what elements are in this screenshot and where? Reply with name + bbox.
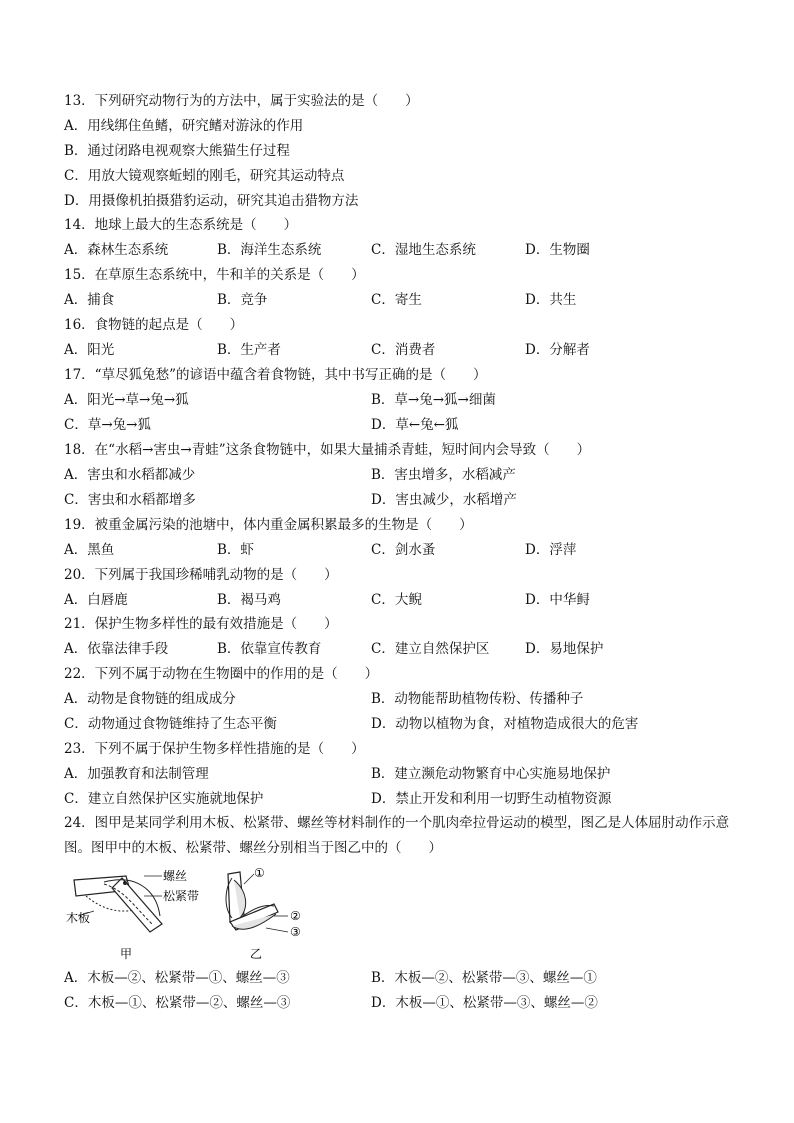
question-24-stem: 24．图甲是某同学利用木板、松紧带、螺丝等材料制作的一个肌肉牵拉骨运动的模型，图乙是人体屈肘动作示意图。图甲中的木板、松紧带、螺丝分别相当于图乙中的（ ） xyxy=(64,815,730,856)
question-22-option-c: C．动物通过食物链维持了生态平衡 xyxy=(64,716,277,732)
question-23-option-d: D．禁止开发和利用一切野生动植物资源 xyxy=(371,791,612,807)
question-24-option-c: C．木板—①、松紧带—②、螺丝—③ xyxy=(64,995,291,1011)
question-22-stem: 22．下列不属于动物在生物圈中的作用的是（ ） xyxy=(64,666,379,682)
question-19-option-c: C．剑水蚤 xyxy=(371,542,436,558)
question-16-option-d: D．分解者 xyxy=(525,342,590,358)
question-13-option-a: A．用线绑住鱼鳍，研究鳍对游泳的作用 xyxy=(64,118,304,134)
question-18-option-c: C．害虫和水稻都增多 xyxy=(64,492,196,508)
question-14-option-a: A．森林生态系统 xyxy=(64,242,169,258)
caption-yi: 乙 xyxy=(250,947,263,961)
question-17-option-b: B．草→兔→狐→细菌 xyxy=(371,392,496,408)
question-21-option-b: B．依靠宣传教育 xyxy=(217,641,322,657)
question-22-option-a: A．动物是食物链的组成成分 xyxy=(64,691,236,707)
question-19-option-a: A．黑鱼 xyxy=(64,542,115,558)
question-17-stem: 17．“草尽狐兔愁”的谚语中蕴含着食物链，其中书写正确的是（ ） xyxy=(64,367,487,383)
question-14-option-d: D．生物圈 xyxy=(525,242,590,258)
question-15-option-d: D．共生 xyxy=(525,292,577,308)
question-15-stem: 15．在草原生态系统中，牛和羊的关系是（ ） xyxy=(64,267,365,283)
question-20-stem: 20．下列属于我国珍稀哺乳动物的是（ ） xyxy=(64,567,338,583)
question-16-stem: 16．食物链的起点是（ ） xyxy=(64,317,244,333)
question-18-option-d: D．害虫减少，水稻增产 xyxy=(371,492,517,508)
label-screw: 螺丝 xyxy=(163,869,188,883)
question-24-option-a: A．木板—②、松紧带—①、螺丝—③ xyxy=(64,970,290,986)
question-22-option-b: B．动物能帮助植物传粉、传播种子 xyxy=(371,691,584,707)
question-23-option-c: C．建立自然保护区实施就地保护 xyxy=(64,791,264,807)
question-24-option-b: B．木板—②、松紧带—③、螺丝—① xyxy=(371,970,597,986)
question-14-option-c: C．湿地生态系统 xyxy=(371,242,476,258)
label-wooden-board: 木板 xyxy=(66,911,91,925)
label-elastic-band: 松紧带 xyxy=(163,889,200,903)
question-17-option-c: C．草→兔→狐 xyxy=(64,417,151,433)
question-15-option-c: C．寄生 xyxy=(371,292,422,308)
question-23-option-b: B．建立濒危动物繁育中心实施易地保护 xyxy=(371,766,611,782)
question-22-option-d: D．动物以植物为食，对植物造成很大的危害 xyxy=(371,716,639,732)
question-20-option-b: B．褐马鸡 xyxy=(217,592,281,608)
question-13-option-b: B．通过闭路电视观察大熊猫生仔过程 xyxy=(64,143,290,159)
question-17-option-a: A．阳光→草→兔→狐 xyxy=(64,392,189,408)
question-15-option-a: A．捕食 xyxy=(64,292,115,308)
question-13-option-d: D．用摄像机拍摄猎豹运动，研究其追击猎物方法 xyxy=(64,193,359,209)
question-24-option-d: D．木板—①、松紧带—③、螺丝—② xyxy=(371,995,598,1011)
question-13-stem: 13．下列研究动物行为的方法中，属于实验法的是（ ） xyxy=(64,93,419,109)
question-20-option-c: C．大鲵 xyxy=(371,592,422,608)
question-14-option-b: B．海洋生态系统 xyxy=(217,242,322,258)
question-19-option-b: B．虾 xyxy=(217,542,254,558)
marker-1: ① xyxy=(254,866,265,880)
marker-3: ③ xyxy=(290,925,301,939)
question-13-option-c: C．用放大镜观察蚯蚓的刚毛，研究其运动特点 xyxy=(64,168,345,184)
question-21-stem: 21．保护生物多样性的最有效措施是（ ） xyxy=(64,616,338,632)
question-15-option-b: B．竞争 xyxy=(217,292,268,308)
question-16-option-a: A．阳光 xyxy=(64,342,115,358)
question-19-option-d: D．浮萍 xyxy=(525,542,577,558)
caption-jia: 甲 xyxy=(120,947,133,961)
question-16-option-c: C．消费者 xyxy=(371,342,436,358)
question-16-option-b: B．生产者 xyxy=(217,342,281,358)
marker-2: ② xyxy=(290,909,301,923)
question-18-option-b: B．害虫增多，水稻减产 xyxy=(371,467,516,483)
question-21-option-a: A．依靠法律手段 xyxy=(64,641,169,657)
question-18-option-a: A．害虫和水稻都减少 xyxy=(64,467,196,483)
question-18-stem: 18．在“水稻→害虫→青蛙”这条食物链中，如果大量捕杀青蛙，短时间内会导致（ ） xyxy=(64,442,591,458)
question-24-figure xyxy=(64,866,324,966)
question-21-option-d: D．易地保护 xyxy=(525,641,604,657)
question-23-option-a: A．加强教育和法制管理 xyxy=(64,766,209,782)
question-23-stem: 23．下列不属于保护生物多样性措施的是（ ） xyxy=(64,741,365,757)
question-20-option-d: D．中华鲟 xyxy=(525,592,590,608)
question-19-stem: 19．被重金属污染的池塘中，体内重金属积累最多的生物是（ ） xyxy=(64,517,473,533)
question-20-option-a: A．白唇鹿 xyxy=(64,592,128,608)
question-17-option-d: D．草←兔←狐 xyxy=(371,417,459,433)
question-14-stem: 14．地球上最大的生态系统是（ ） xyxy=(64,217,298,233)
question-21-option-c: C．建立自然保护区 xyxy=(371,641,490,657)
arm-yi-drawing xyxy=(226,872,288,932)
